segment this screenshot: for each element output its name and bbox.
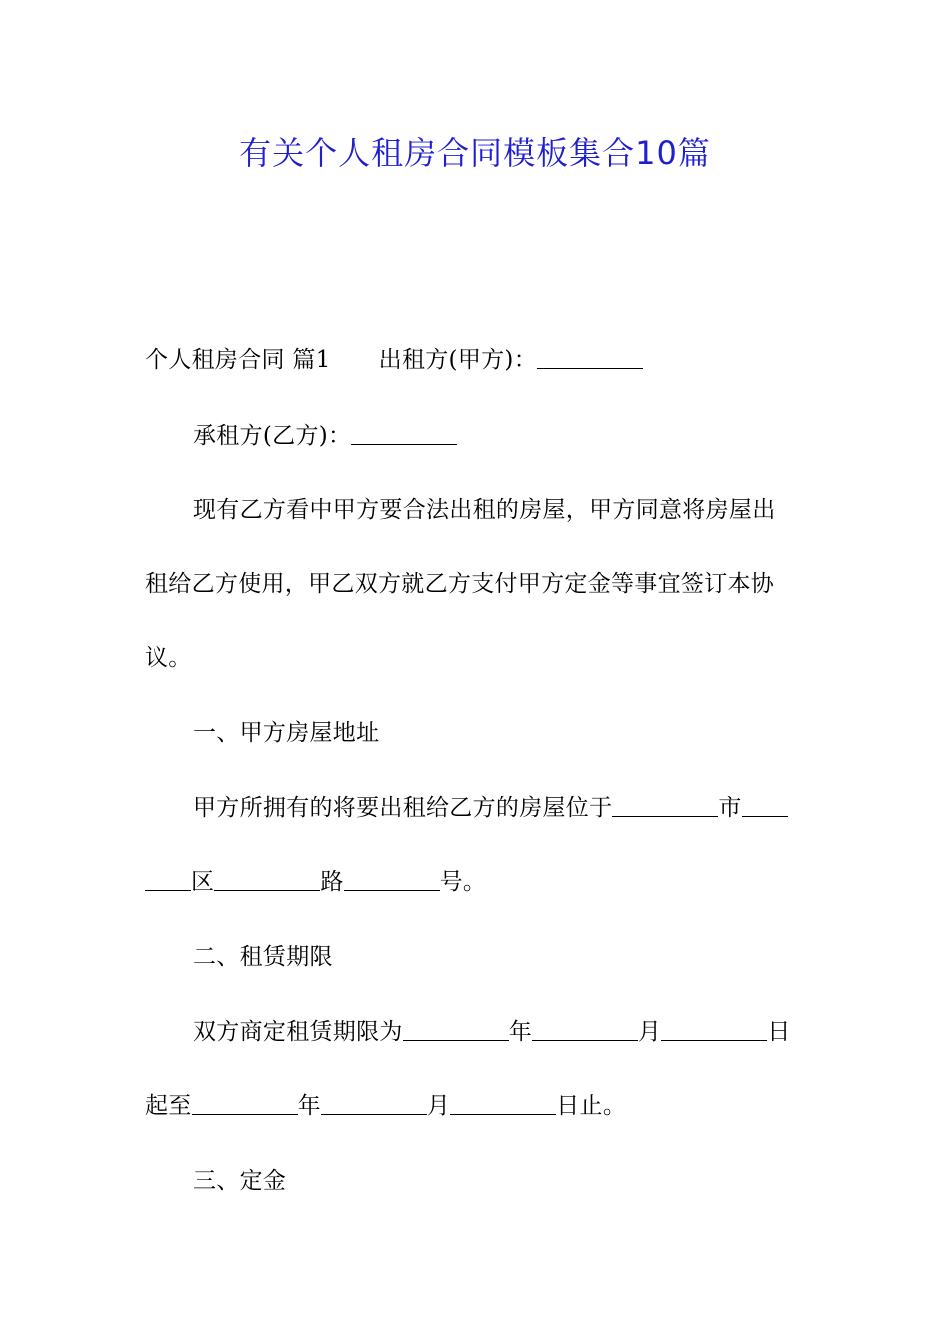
end-year-blank xyxy=(192,1092,298,1115)
start-day-blank xyxy=(661,1018,767,1041)
number-label: 号。 xyxy=(439,869,487,895)
lessee-line xyxy=(193,416,457,456)
section-heading: 二、租赁期限 xyxy=(193,944,333,970)
start-month-blank xyxy=(532,1018,638,1041)
paragraph-line: 议。 xyxy=(145,645,192,671)
number-blank xyxy=(344,868,440,891)
road-label: 路 xyxy=(320,869,344,895)
city-label: 市 xyxy=(718,795,742,821)
year-label: 年 xyxy=(297,1093,321,1119)
paragraph-line: 租给乙方使用，甲乙双方就乙方支付甲方定金等事宜签订本协 xyxy=(145,571,775,597)
lessor-label: 出租方(甲方)： xyxy=(378,347,538,373)
start-year-blank xyxy=(403,1018,509,1041)
address-line-1 xyxy=(193,788,788,828)
contract-part-label: 个人租房合同 篇1 xyxy=(145,347,331,373)
document-title: 有关个人租房合同模板集合10篇 xyxy=(239,134,711,172)
address-text: 甲方所拥有的将要出租给乙方的房屋位于 xyxy=(193,795,613,821)
paragraph-line: 现有乙方看中甲方要合法出租的房屋，甲方同意将房屋出 xyxy=(193,497,776,523)
term-line-1 xyxy=(193,1012,791,1052)
lessee-label: 承租方(乙方)： xyxy=(193,423,352,449)
city-blank xyxy=(612,794,718,817)
district-blank-part2 xyxy=(145,868,191,891)
end-month-blank xyxy=(321,1092,427,1115)
contract-header-line xyxy=(145,340,643,380)
end-day-blank xyxy=(450,1092,556,1115)
term-text: 双方商定租赁期限为 xyxy=(193,1019,403,1045)
lessor-blank xyxy=(537,346,643,369)
lessee-blank xyxy=(351,422,457,445)
day-end-label: 日止。 xyxy=(556,1093,627,1119)
address-line-2 xyxy=(145,862,486,902)
month-label: 月 xyxy=(426,1093,451,1119)
section-heading: 三、定金 xyxy=(193,1168,287,1194)
month-label: 月 xyxy=(638,1019,662,1045)
day-label: 日 xyxy=(767,1019,791,1045)
section-heading: 一、甲方房屋地址 xyxy=(193,720,380,746)
road-blank xyxy=(214,868,320,891)
district-label: 区 xyxy=(191,869,215,895)
until-label: 起至 xyxy=(145,1093,192,1119)
year-label: 年 xyxy=(508,1019,533,1045)
district-blank-part1 xyxy=(742,794,788,817)
term-line-2 xyxy=(145,1086,626,1126)
